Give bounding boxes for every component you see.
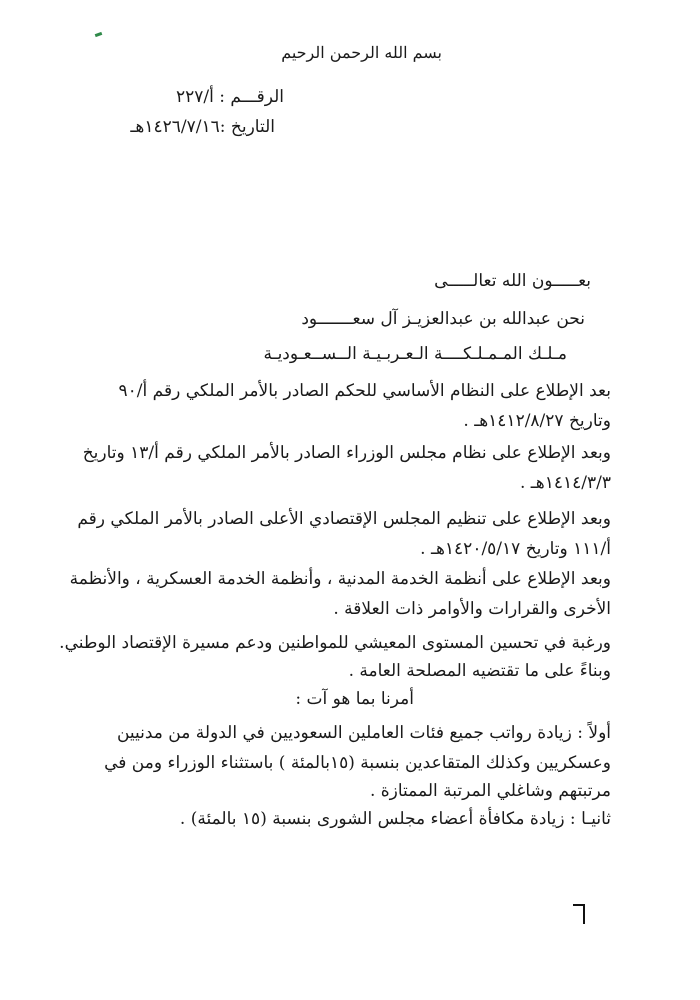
paragraph-1-line-2: وتاريخ ١٤١٢/٨/٢٧هـ . [463, 411, 611, 431]
paragraph-5-line-1: ورغبة في تحسين المستوى المعيشي للمواطنين ودعم مسيرة الإقتصاد الوطني. [59, 633, 611, 653]
first-item-line-1: أولاً : زيادة رواتب جميع فئات العاملين السعوديين في الدولة من مدنيين [116, 723, 611, 743]
paragraph-3-line-1: وبعد الإطلاع على تنظيم المجلس الإقتصادي الأعلى الصادر بالأمر الملكي رقم [77, 509, 611, 529]
first-item-line-3: مرتبتهم وشاغلي المرتبة الممتازة . [369, 781, 611, 801]
paragraph-4-line-2: الأخرى والقرارات والأوامر ذات العلاقة . [333, 599, 611, 619]
basmala: بسم الله الرحمن الرحيم [281, 43, 442, 62]
paragraph-2-line-1: وبعد الإطلاع على نظام مجلس الوزراء الصادر بالأمر الملكي رقم أ/١٣ وتاريخ [82, 443, 611, 463]
first-item-line-2: وعسكريين وكذلك المتقاعدين بنسبة (١٥بالمئة ) باستثناء الوزراء ومن في [104, 753, 611, 773]
paragraph-2-line-2: ١٤١٤/٣/٣هـ . [519, 473, 611, 493]
issuer-title: مـلـك المـمـلـكــــة الـعـربـيـة الــســعـوديـة [263, 344, 567, 364]
second-item: ثانيـا : زيادة مكافأة أعضاء مجلس الشورى بنسبة (١٥ بالمئة) . [179, 809, 611, 829]
paragraph-1-line-1: بعد الإطلاع على النظام الأساسي للحكم الصادر بالأمر الملكي رقم أ/٩٠ [118, 381, 611, 401]
issuer-name: نحن عبدالله بن عبدالعزيـز آل سعـــــــود [301, 309, 585, 329]
page-end-mark [572, 903, 586, 925]
invocation: بعـــــون الله تعالـــــى [434, 271, 591, 291]
paragraph-4-line-1: وبعد الإطلاع على أنظمة الخدمة المدنية ، وأنظمة الخدمة العسكرية ، والأنظمة [69, 569, 611, 589]
paragraph-3-line-2: أ/١١١ وتاريخ ١٤٢٠/٥/١٧هـ . [420, 539, 611, 559]
reference-number: الرقـــم : أ/٢٢٧ [175, 87, 284, 107]
corner-mark [95, 32, 103, 37]
order-intro: أمرنا بما هو آت : [295, 689, 414, 709]
paragraph-5-line-2: وبناءً على ما تقتضيه المصلحة العامة . [348, 661, 611, 681]
document-date: التاريخ :١٤٢٦/٧/١٦هـ [130, 117, 275, 137]
